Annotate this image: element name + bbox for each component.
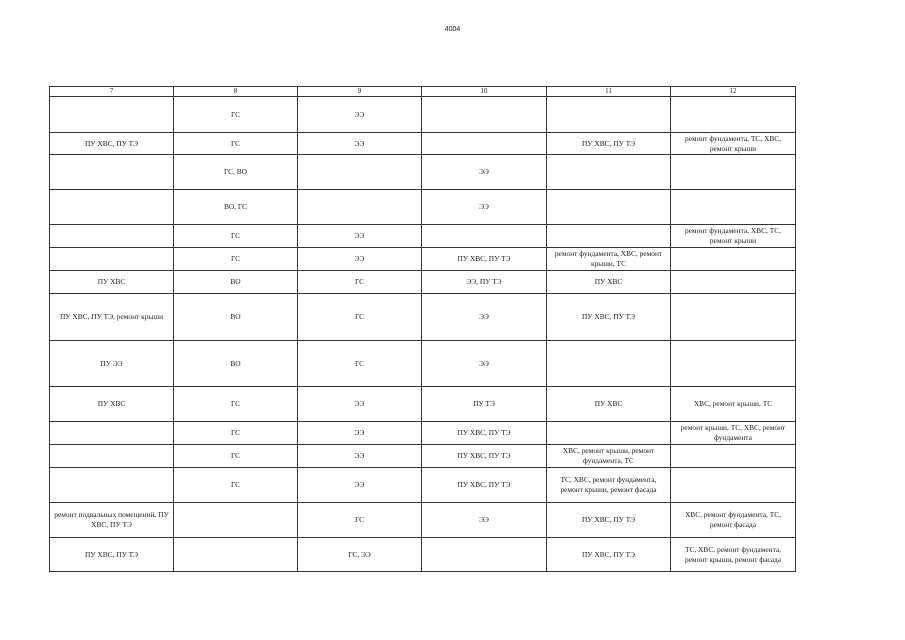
table-cell: ЭЭ (422, 190, 547, 225)
table-cell (298, 155, 422, 190)
table-cell: ЭЭ (422, 294, 547, 341)
table-cell: ПУ ХВС, ПУ ТЭ (547, 133, 671, 155)
table-row (50, 133, 796, 155)
table-cell: ГС (174, 133, 298, 155)
table-cell: ГС (174, 97, 298, 133)
table-cell: ЭЭ (298, 468, 422, 503)
table-cell: ПУ ХВС, ПУ ТЭ, ремонт крыши (50, 294, 174, 341)
table-cell: ЭЭ (298, 387, 422, 422)
table-cell (50, 155, 174, 190)
table-row (50, 341, 796, 387)
table-cell (50, 248, 174, 271)
table-cell: ГС (174, 422, 298, 445)
table-cell: ГС (174, 225, 298, 248)
table-cell: ПУ ХВС, ПУ ТЭ (547, 503, 671, 538)
table-cell: ПУ ХВС (547, 271, 671, 294)
table-cell: ГС (298, 271, 422, 294)
table-cell (174, 538, 298, 572)
table-cell: ВО (174, 294, 298, 341)
column-header: 8 (174, 87, 298, 97)
table-cell: ЭЭ (298, 97, 422, 133)
column-header: 11 (547, 87, 671, 97)
header-row (50, 87, 796, 97)
table-row (50, 445, 796, 468)
table-cell: ПУ ЭЭ (50, 341, 174, 387)
table-cell: ХВС, ремонт фундамента, ТС, ремонт фасада (671, 503, 796, 538)
table-cell: ремонт фундамента, ХВС, ремонт крыши, ТС (547, 248, 671, 271)
table-row (50, 225, 796, 248)
table-cell: ремонт подвальных помещений, ПУ ХВС, ПУ ТЭ (50, 503, 174, 538)
column-header: 12 (671, 87, 796, 97)
table-cell (671, 190, 796, 225)
table-cell: ГС (298, 294, 422, 341)
table-row (50, 468, 796, 503)
table-cell: ПУ ХВС, ПУ ТЭ (50, 538, 174, 572)
table-cell: ремонт фундамента, ТС, ХВС, ремонт крыши (671, 133, 796, 155)
table-row (50, 97, 796, 133)
table-cell (671, 294, 796, 341)
table-cell: ТС, ХВС, ремонт фундамента, ремонт крыши, ремонт фасада (547, 468, 671, 503)
table-cell: ЭЭ (298, 248, 422, 271)
table-cell (50, 445, 174, 468)
table-row (50, 271, 796, 294)
table-cell: ВО (174, 271, 298, 294)
table-cell: ГС (174, 445, 298, 468)
table-cell: ЭЭ (298, 133, 422, 155)
table-cell: ПУ ХВС (50, 387, 174, 422)
table-cell (50, 190, 174, 225)
table-cell: ремонт крыши, ТС, ХВС, ремонт фундамента (671, 422, 796, 445)
table-cell: ГС (174, 468, 298, 503)
column-header: 10 (422, 87, 547, 97)
table-cell (422, 538, 547, 572)
table-cell: ГС (174, 387, 298, 422)
table-cell (298, 190, 422, 225)
table-cell: ЭЭ (422, 155, 547, 190)
table-row (50, 294, 796, 341)
table-row (50, 155, 796, 190)
table-cell (547, 341, 671, 387)
table-cell: ГС, ЭЭ (298, 538, 422, 572)
table-cell: ЭЭ (298, 422, 422, 445)
table-cell (547, 155, 671, 190)
table-cell (547, 190, 671, 225)
table-row (50, 422, 796, 445)
table-cell (50, 225, 174, 248)
table-row (50, 538, 796, 572)
table-cell (422, 225, 547, 248)
table-cell (547, 422, 671, 445)
table-cell: ПУ ТЭ (422, 387, 547, 422)
table-cell (671, 97, 796, 133)
table-cell: ТС, ХВС, ремонт фундамента, ремонт крыши, ремонт фасада (671, 538, 796, 572)
column-header: 9 (298, 87, 422, 97)
table-cell (671, 468, 796, 503)
table-cell: ГС (174, 248, 298, 271)
table-cell: ЭЭ, ПУ ТЭ (422, 271, 547, 294)
table-cell: ГС (298, 503, 422, 538)
table-cell: ЭЭ (422, 503, 547, 538)
table-cell (671, 155, 796, 190)
table-cell: ПУ ХВС, ПУ ТЭ (422, 248, 547, 271)
table-cell: ХВС, ремонт крыши, ремонт фундамента, ТС (547, 445, 671, 468)
table-cell (174, 503, 298, 538)
table-cell (547, 225, 671, 248)
table-cell: ПУ ХВС (50, 271, 174, 294)
table-row (50, 190, 796, 225)
table-cell: ПУ ХВС, ПУ ТЭ (50, 133, 174, 155)
table-cell (671, 341, 796, 387)
table-cell: ПУ ХВС, ПУ ТЭ (422, 468, 547, 503)
page-number: 4004 (444, 26, 461, 33)
table-cell: ЭЭ (298, 445, 422, 468)
table-cell: ремонт фундамента, ХВС, ТС, ремонт крыши (671, 225, 796, 248)
table-cell (422, 97, 547, 133)
column-header: 7 (50, 87, 174, 97)
table-row (50, 248, 796, 271)
table-cell (50, 422, 174, 445)
table-cell (422, 133, 547, 155)
table-cell: ГС (298, 341, 422, 387)
data-table (49, 86, 796, 572)
table-cell (671, 445, 796, 468)
table-cell: ПУ ХВС, ПУ ТЭ (547, 538, 671, 572)
table-cell: ПУ ХВС, ПУ ТЭ (547, 294, 671, 341)
table-cell: ЭЭ (422, 341, 547, 387)
table-cell: ЭЭ (298, 225, 422, 248)
table-cell (547, 97, 671, 133)
table-cell: ПУ ХВС, ПУ ТЭ (422, 422, 547, 445)
table-cell: ГС, ВО (174, 155, 298, 190)
table-cell: ПУ ХВС, ПУ ТЭ (422, 445, 547, 468)
table-cell: ПУ ХВС (547, 387, 671, 422)
table-row (50, 503, 796, 538)
table-row (50, 387, 796, 422)
table-cell: ВО, ГС (174, 190, 298, 225)
table-cell (671, 248, 796, 271)
table-cell: ХВС, ремонт крыши, ТС (671, 387, 796, 422)
table-cell (671, 271, 796, 294)
table-cell: ВО (174, 341, 298, 387)
table-cell (50, 468, 174, 503)
table-cell (50, 97, 174, 133)
